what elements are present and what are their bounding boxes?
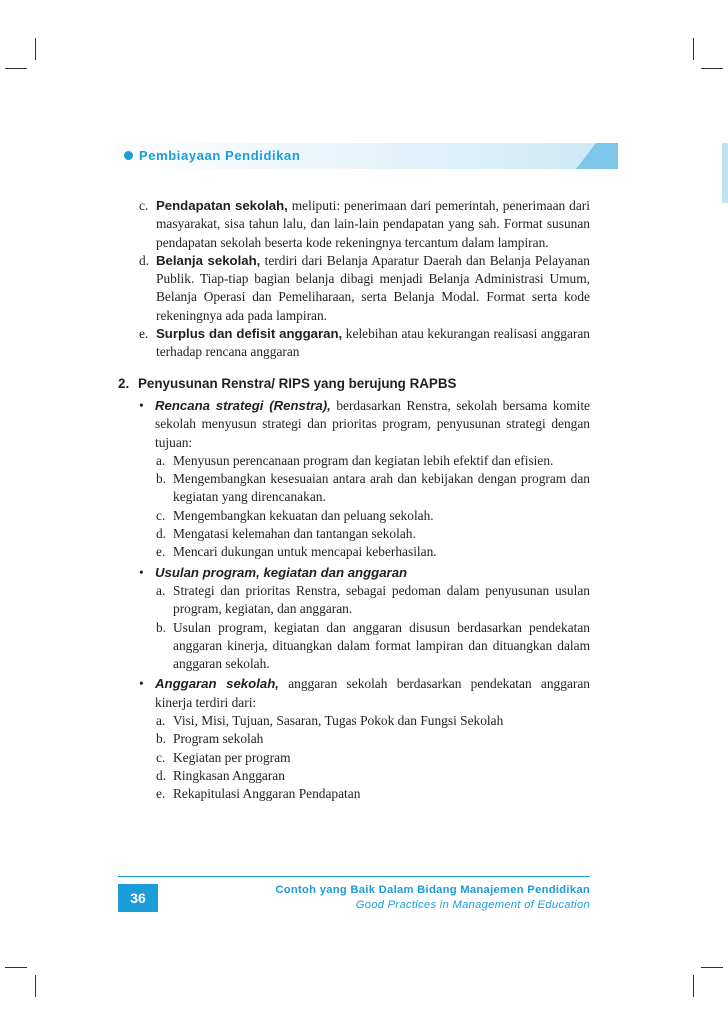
list-budget-components	[118, 197, 590, 362]
bullet-body	[155, 675, 590, 712]
crop-mark	[5, 68, 27, 69]
bullet-marker: •	[139, 564, 144, 580]
sub-list-label: b.	[156, 471, 167, 487]
bullet-item	[118, 675, 590, 712]
sub-list-text: Usulan program, kegiatan dan anggaran disusun berdasarkan pendekatan anggaran kinerja, dituangkan dalam format lampiran dan dituangkan dalam anggaran sekolah.	[173, 619, 590, 672]
sub-list-label: e.	[156, 786, 166, 802]
sub-list-text: Mencari dukungan untuk mencapai keberhasilan.	[173, 544, 437, 560]
sub-list-label: a.	[156, 582, 166, 598]
sub-list-item	[118, 767, 590, 785]
list-item	[118, 252, 590, 325]
sub-list-label: c.	[156, 507, 166, 523]
footer-subtitle: Good Practices in Management of Education	[355, 899, 590, 911]
bullet-dot-icon	[124, 151, 133, 160]
list-item-body	[156, 197, 590, 252]
bullet-term: Anggaran sekolah,	[155, 676, 279, 692]
bullet-text: anggaran sekolah berdasarkan pendekatan anggaran kinerja terdiri dari:	[155, 676, 590, 710]
sub-list-item	[118, 749, 590, 767]
list-item	[118, 197, 590, 252]
side-tab	[722, 143, 728, 203]
sub-list-label: b.	[156, 731, 167, 747]
sub-list-label: a.	[156, 713, 166, 729]
bullet-text: berdasarkan Renstra, sekolah bersama komite sekolah menyusun strategi dan prioritas program, penyusunan strategi dengan tujuan:	[155, 397, 590, 450]
sub-list-text: Rekapitulasi Anggaran Pendapatan	[173, 786, 361, 802]
sub-list-item	[118, 525, 590, 543]
bullet-term: Rencana strategi (Renstra),	[155, 397, 331, 413]
list-item-body	[156, 252, 590, 325]
footer-title: Contoh yang Baik Dalam Bidang Manajemen Pendidikan	[275, 884, 590, 896]
list-item-body	[156, 325, 590, 362]
section-bullets	[118, 397, 590, 804]
bullet-term: Usulan program, kegiatan dan anggaran	[155, 564, 408, 580]
sub-list-label: d.	[156, 526, 167, 542]
sub-list-item	[118, 470, 590, 507]
sub-list-item	[118, 785, 590, 803]
sub-list-label: b.	[156, 619, 167, 635]
crop-mark	[693, 975, 694, 997]
sub-list-item	[118, 730, 590, 748]
crop-mark	[35, 975, 36, 997]
sub-list-item	[118, 712, 590, 730]
bullet-marker: •	[139, 676, 144, 692]
sub-list-item	[118, 619, 590, 674]
sub-list-text: Mengatasi kelemahan dan tantangan sekolah.	[173, 526, 416, 542]
bullet-item	[118, 564, 590, 582]
sub-list-label: e.	[156, 544, 166, 560]
sub-list-label: a.	[156, 452, 166, 468]
list-item-term: Pendapatan sekolah,	[156, 198, 288, 213]
running-header	[124, 148, 300, 163]
sub-list-text: Kegiatan per program	[173, 749, 291, 765]
list-item	[118, 325, 590, 362]
section-number: 2.	[118, 375, 130, 391]
sub-list-label: d.	[156, 767, 167, 783]
section-title: Penyusunan Renstra/ RIPS yang berujung RAPBS	[138, 375, 457, 391]
list-item-label: e.	[139, 326, 149, 342]
sub-list-text: Visi, Misi, Tujuan, Sasaran, Tugas Pokok dan Fungsi Sekolah	[173, 713, 504, 729]
footer-rule	[118, 876, 590, 877]
crop-mark	[5, 967, 27, 968]
page-number: 36	[118, 884, 158, 912]
sub-list-item	[118, 452, 590, 470]
list-item-text: kelebihan atau kekurangan realisasi anggaran terhadap rencana anggaran	[156, 326, 591, 360]
list-item-term: Belanja sekolah,	[156, 252, 261, 268]
list-item-label: c.	[139, 198, 149, 213]
bullet-body	[155, 397, 590, 452]
sub-list-text: Program sekolah	[173, 731, 264, 747]
section-heading	[118, 375, 590, 393]
crop-mark	[693, 38, 694, 60]
bullet-marker: •	[139, 397, 144, 413]
crop-mark	[701, 967, 723, 968]
list-item-label: d.	[139, 252, 150, 268]
page-body	[118, 197, 590, 804]
list-item-term: Surplus dan defisit anggaran,	[156, 326, 343, 342]
sub-list-text: Strategi dan prioritas Renstra, sebagai pedoman dalam penyusunan usulan program, kegiatan, dan anggaran.	[173, 582, 590, 617]
sub-list-text: Mengembangkan kesesuaian antara arah dan kebijakan dengan program dan kegiatan yang direncanakan.	[173, 471, 590, 505]
crop-mark	[35, 38, 36, 60]
sub-list-item	[118, 507, 590, 525]
sub-list-item	[118, 582, 590, 619]
bullet-body	[155, 564, 590, 582]
list-item-text: meliputi: penerimaan dari pemerintah, penerimaan dari masyarakat, sisa tahun lalu, dan lain-lain pendapatan yang sah. Format susunan pendapatan sekolah beserta kode rekeningnya tercantum dalam lampiran.	[156, 198, 590, 250]
sub-list-label: c.	[156, 749, 166, 765]
crop-mark	[701, 68, 723, 69]
sub-list-text: Mengembangkan kekuatan dan peluang sekolah.	[173, 507, 434, 523]
sub-list-item	[118, 543, 590, 561]
list-item-text: terdiri dari Belanja Aparatur Daerah dan Belanja Pelayanan Publik. Tiap-tiap bagian belanja dibagi menjadi Belanja Administrasi Umum, Belanja Operasi dan Pemeliharaan, serta Belanja Modal. Format serta kode rekeningnya ada pada lampiran.	[156, 252, 590, 323]
running-header-text: Pembiayaan Pendidikan	[139, 148, 301, 163]
sub-list-text: Ringkasan Anggaran	[173, 767, 285, 783]
bullet-item	[118, 397, 590, 452]
sub-list-text: Menyusun perencanaan program dan kegiatan lebih efektif dan efisien.	[173, 452, 554, 468]
